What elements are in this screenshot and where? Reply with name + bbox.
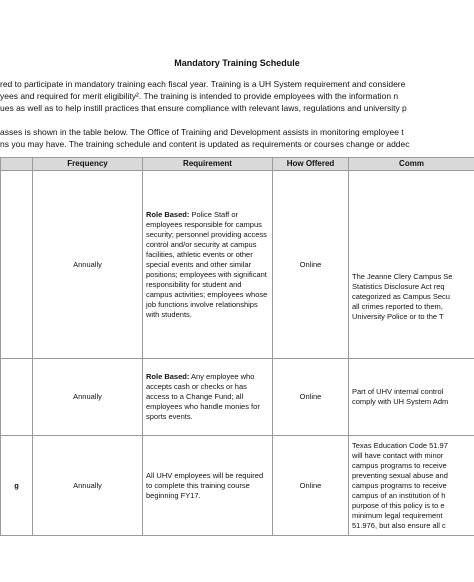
comment-line: Statistics Disclosure Act req xyxy=(352,281,445,291)
schedule-line: ns you may have. The training schedule and content is updated as requirements or courses change or addec xyxy=(0,139,410,149)
comment-line: all crimes reported to them, xyxy=(352,301,443,311)
table-row xyxy=(1,436,474,536)
comment-line: Texas Education Code 51.97 xyxy=(352,440,448,450)
comment-line: purpose of this policy is to e xyxy=(352,500,445,510)
comment-line: campus programs to receive xyxy=(352,460,447,470)
comment-line: comply with UH System Adm xyxy=(352,397,449,406)
comment-line: preventing sexual abuse and xyxy=(352,470,448,480)
training-schedule-table xyxy=(0,157,474,536)
comment-line: minimum legal requirement xyxy=(352,510,443,520)
comments-cell xyxy=(349,436,474,536)
header-how-offered: How Offered xyxy=(273,158,349,171)
schedule-line: asses is shown in the table below. The Office of Training and Development assists in monitoring employee t xyxy=(0,127,404,137)
how-offered-cell: Online xyxy=(273,359,349,436)
page-title: Mandatory Training Schedule xyxy=(174,58,300,68)
table-header-row xyxy=(1,158,474,171)
comment-line: campus programs to receive xyxy=(352,480,447,490)
requirement-cell xyxy=(143,436,273,536)
comment-line: campus of an institution of h xyxy=(352,490,446,500)
role-based-label: Role Based: xyxy=(146,372,190,381)
header-cell-blank xyxy=(1,158,33,171)
comments-cell xyxy=(349,359,474,436)
comment-line: The Jeanne Clery Campus Se xyxy=(352,271,453,281)
intro-line: red to participate in mandatory training each fiscal year. Training is a UH System requirement and considere xyxy=(0,79,406,89)
intro-line: yees and required for merit eligibility². The training is intended to provide employees with the information n xyxy=(0,91,399,101)
requirement-text: All UHV employees will be required to complete this training course beginning FY17. xyxy=(146,470,264,500)
how-offered-cell: Online xyxy=(273,436,349,536)
frequency-cell: Annually xyxy=(33,436,143,536)
requirement-cell xyxy=(143,171,273,359)
comment-line: Part of UHV internal control xyxy=(352,387,444,396)
row-edge-cell xyxy=(1,171,33,359)
requirement-text: Police Staff or employees responsible for campus security; personnel providing access control and/or security at campus facilities, athletic events or other special events and other similar positions; employees with significant responsibility for student and campus activities; employees whose job functions involve relationships with students. xyxy=(146,209,268,319)
comment-line: University Police or to the T xyxy=(352,311,444,321)
schedule-paragraph xyxy=(0,126,474,150)
intro-paragraph xyxy=(0,78,474,114)
comment-line: will have contact with minor xyxy=(352,450,444,460)
how-offered-cell: Online xyxy=(273,171,349,359)
role-based-label: Role Based: xyxy=(146,209,190,219)
frequency-cell: Annually xyxy=(33,359,143,436)
intro-line: ues as well as to help instill practices that ensure compliance with relevant laws, regulations and university p xyxy=(0,103,407,113)
table-row xyxy=(1,171,474,359)
comments-cell xyxy=(349,171,474,359)
frequency-cell: Annually xyxy=(33,171,143,359)
row-edge-cell xyxy=(1,359,33,436)
table-row xyxy=(1,359,474,436)
comment-line: 51.976, but also ensure all c xyxy=(352,520,446,530)
header-requirement: Requirement xyxy=(143,158,273,171)
header-comments: Comm xyxy=(349,158,474,171)
comment-line: categorized as Campus Secu xyxy=(352,291,450,301)
row-edge-cell: g xyxy=(1,436,33,536)
header-frequency: Frequency xyxy=(33,158,143,171)
requirement-cell xyxy=(143,359,273,436)
requirement-text: Any employee who accepts cash or checks or has access to a Change Fund; all employees who handle monies for sports events. xyxy=(146,372,260,421)
